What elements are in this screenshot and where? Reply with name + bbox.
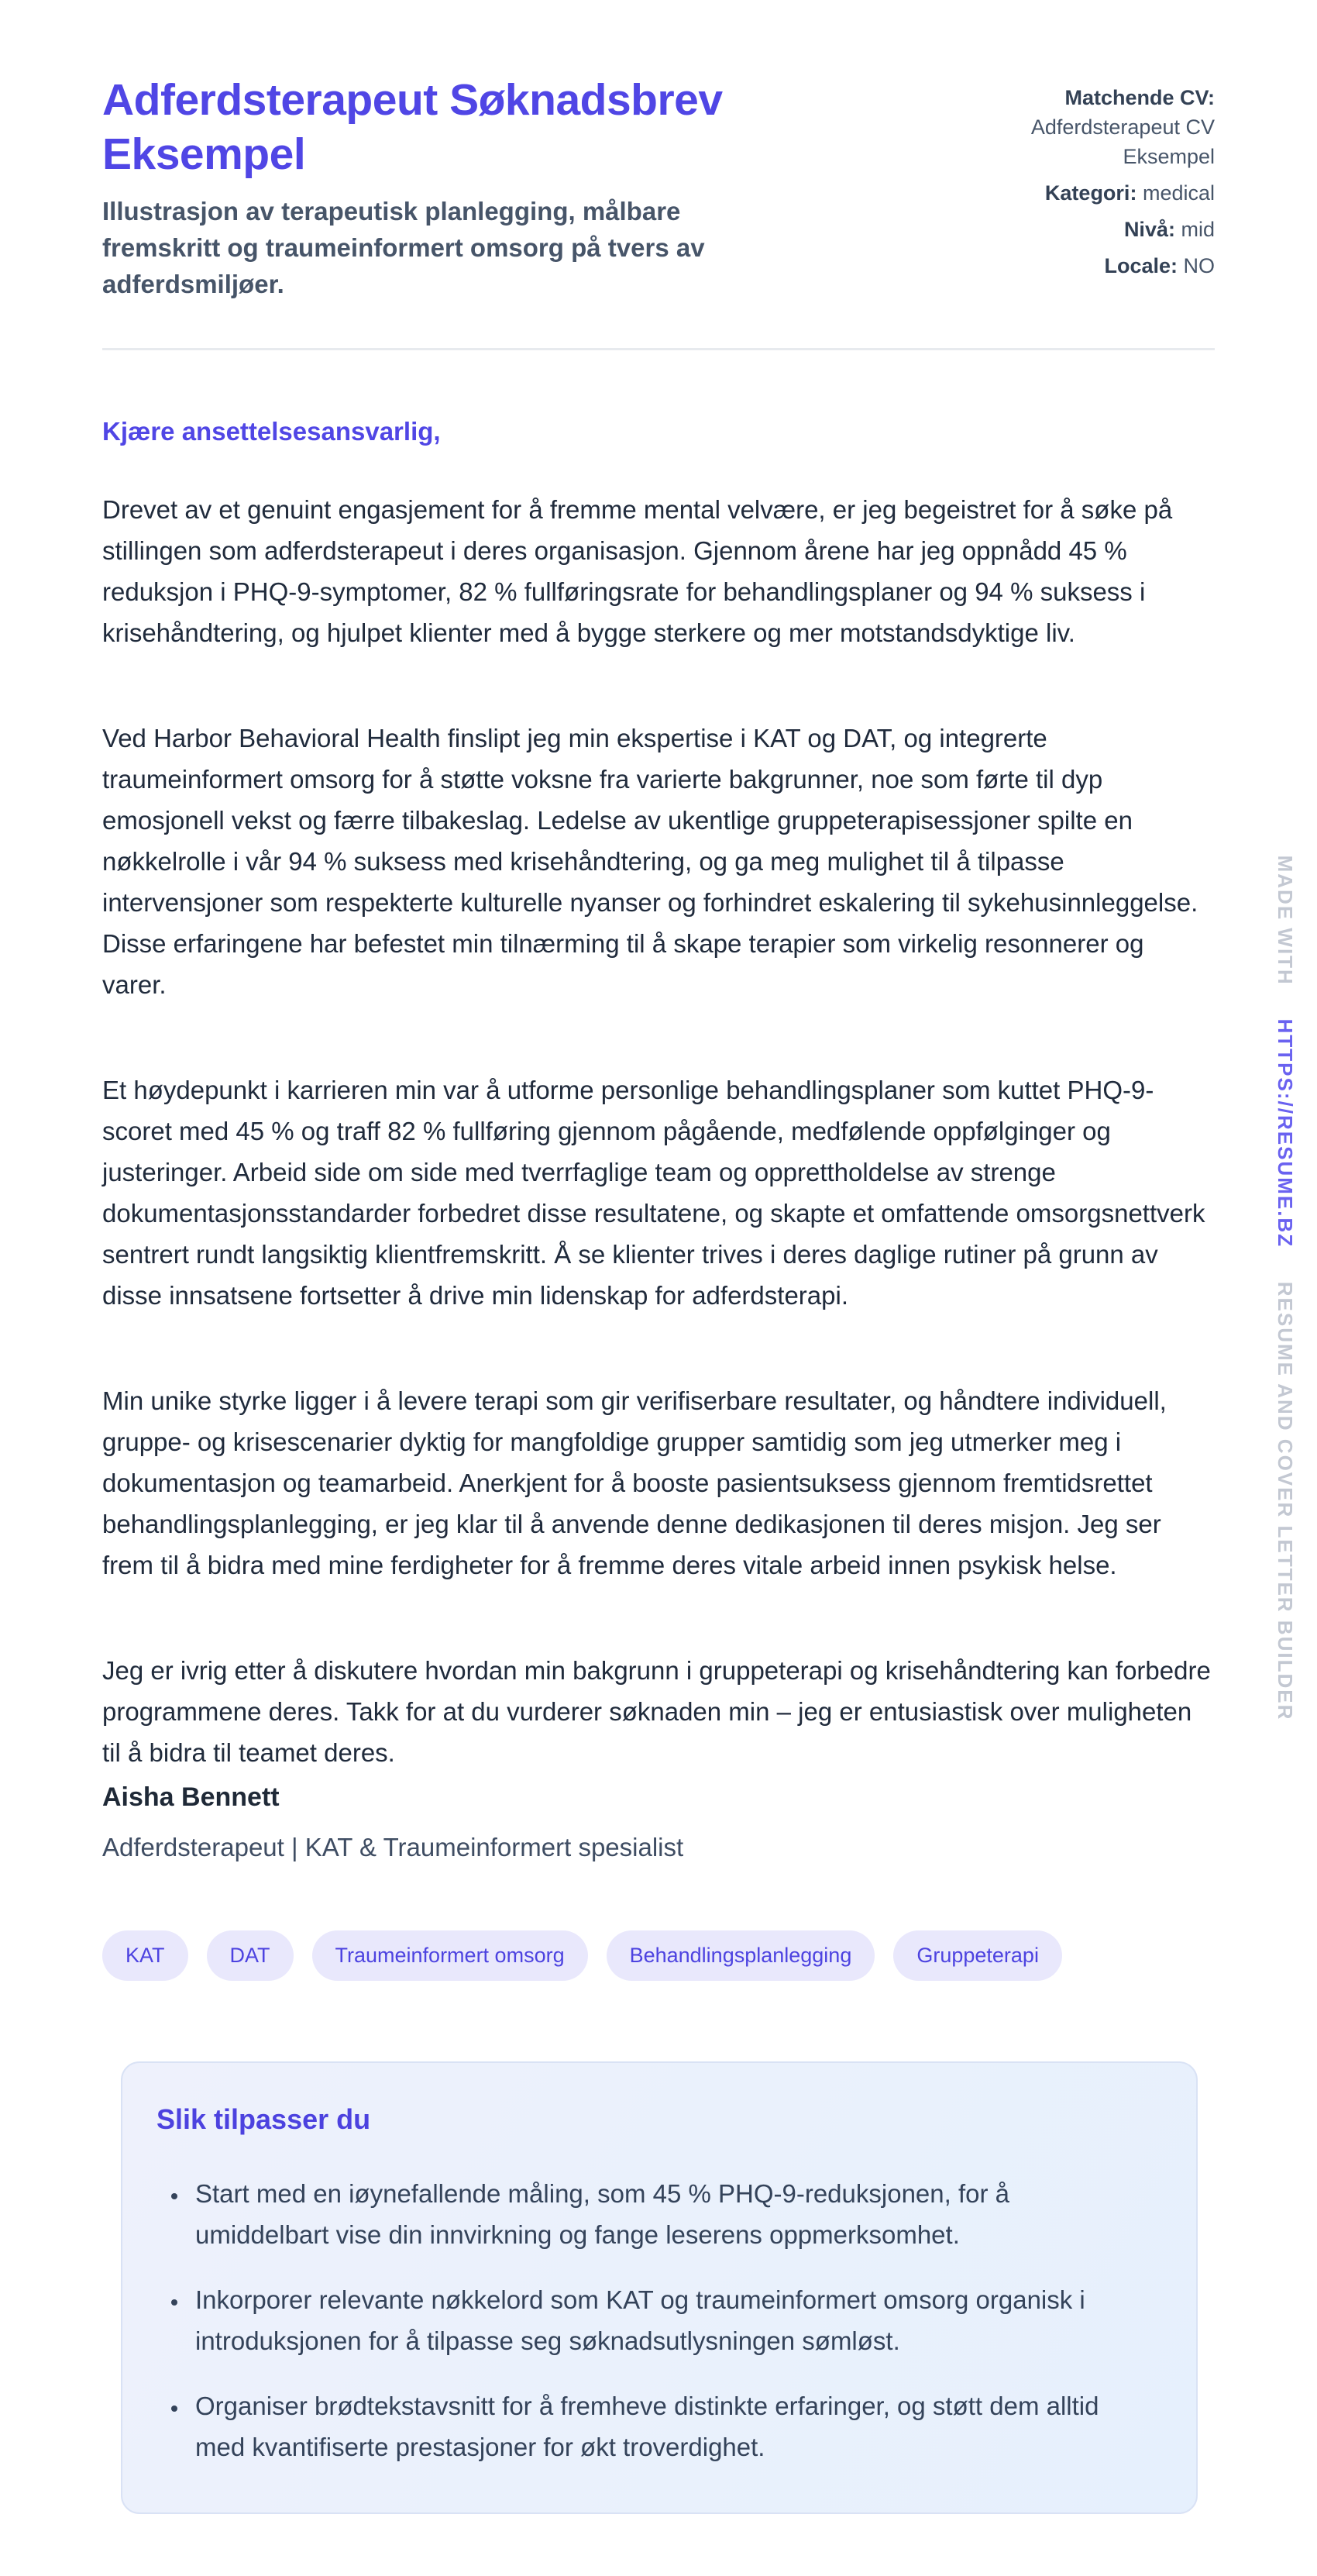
- tips-list: [156, 2173, 1150, 2468]
- tailoring-tips-box: [121, 2061, 1198, 2514]
- metadata-label: Nivå:: [1123, 218, 1175, 241]
- metadata-label: Kategori:: [1044, 181, 1137, 205]
- tip-item: • Organiser brødtekstavsnitt for å fremheve distinkte erfaringer, og støtt dem alltid med kvantifiserte prestasjoner for økt troverdighet.: [189, 2385, 1150, 2468]
- metadata-row: [936, 83, 1215, 171]
- metadata-row: [936, 215, 1215, 244]
- metadata-row: [936, 178, 1215, 208]
- vertical-watermark: [1273, 855, 1297, 1720]
- letter-paragraph: Ved Harbor Behavioral Health finslipt jeg min ekspertise i KAT og DAT, og integrerte traumeinformert omsorg for å støtte voksne fra varierte bakgrunner, noe som førte til dyp emosjonell vekst og færre tilbakeslag. Ledelse av ukentlige gruppeterapisessjoner spilte en nøkkelrolle i vår 94 % suksess med krisehåndtering, og ga meg mulighet til å tilpasse intervensjoner som respekterte kulturelle nyanser og forhindret eskalering til sykehusinnleggelse. Disse erfaringene har befestet min tilnærming til å skape terapier som virkelig resonnerer og varer.: [102, 723, 1198, 999]
- skill-tags: [102, 1930, 1215, 1981]
- letter-content: [102, 417, 1215, 2514]
- page-subtitle: Illustrasjon av terapeutisk planlegging, målbare fremskritt og traumeinformert omsorg på tvers av adferdsmiljøer.: [102, 197, 705, 298]
- signature-name: Aisha Bennett: [102, 1782, 280, 1812]
- letter-paragraph: Jeg er ivrig etter å diskutere hvordan min bakgrunn i gruppeterapi og krisehåndtering kan forbedre programmene deres. Takk for at du vurderer søknaden min – jeg er entusiastisk over muligheten til å bidra til teamet deres.: [102, 1655, 1211, 1767]
- skill-tag: Traumeinformert omsorg: [312, 1930, 588, 1981]
- metadata-value: NO: [1183, 254, 1215, 277]
- header-title-block: [102, 74, 861, 303]
- metadata-label: Matchende CV:: [1064, 86, 1215, 109]
- watermark-tagline: RESUME AND COVER LETTER BUILDER: [1274, 1281, 1297, 1721]
- letter-paragraph: Drevet av et genuint engasjement for å fremme mental velvære, er jeg begeistret for å søke på stillingen som adferdsterapeut i deres organisasjon. Gjennom årene har jeg oppnådd 45 % reduksjon i PHQ-9-symptomer, 82 % fullføringsrate for behandlingsplaner og 94 % suksess i krisehåndtering, og hjulpet klienter med å bygge sterkere og mer motstandsdyktige liv.: [102, 494, 1173, 647]
- page-title: Adferdsterapeut Søknadsbrev Eksempel: [102, 75, 723, 179]
- header-divider: [102, 348, 1215, 350]
- tip-item: • Start med en iøynefallende måling, som 45 % PHQ-9-reduksjonen, for å umiddelbart vise din innvirkning og fange leserens oppmerksomhet.: [189, 2173, 1150, 2255]
- watermark-url-link[interactable]: HTTPS://RESUME.BZ: [1274, 1018, 1297, 1248]
- skill-tag: DAT: [207, 1930, 294, 1981]
- signature-role: Adferdsterapeut | KAT & Traumeinformert spesialist: [102, 1832, 684, 1861]
- skill-tag: Behandlingsplanlegging: [607, 1930, 875, 1981]
- metadata-value: medical: [1142, 181, 1215, 205]
- skill-tag: KAT: [102, 1930, 188, 1981]
- skill-tag: Gruppeterapi: [893, 1930, 1062, 1981]
- signature-block: [102, 1782, 1215, 1862]
- page-header: [102, 74, 1215, 303]
- tips-title: Slik tilpasser du: [156, 2102, 371, 2135]
- metadata-value: Adferdsterapeut CV Eksempel: [1030, 115, 1215, 168]
- letter-paragraph: Min unike styrke ligger i å levere terapi som gir verifiserbare resultater, og håndtere individuell, gruppe- og krisescenarier dyktig for mangfoldige grupper samtidig som jeg utmerker meg i dokumentasjon og teamarbeid. Anerkjent for å booste pasientsuksess gjennom fremtidsrettet behandlingsplanlegging, er jeg klar til å anvende denne dedikasjonen til deres misjon. Jeg ser frem til å bidra med mine ferdigheter for å fremme deres vitale arbeid innen psykisk helse.: [102, 1386, 1167, 1579]
- metadata-row: [936, 251, 1215, 281]
- letter-greeting: Kjære ansettelsesansvarlig,: [102, 416, 441, 446]
- metadata-panel: [936, 74, 1215, 288]
- watermark-made-with: MADE WITH: [1274, 855, 1297, 986]
- letter-paragraph: Et høydepunkt i karrieren min var å utforme personlige behandlingsplaner som kuttet PHQ-9-scoret med 45 % og traff 82 % fullføring gjennom pågående, medfølende oppfølginger og justeringer. Arbeid side om side med tverrfaglige team og opprettholdelse av strenge dokumentasjonsstandarder forbedret disse resultatene, og skapte et omfattende omsorgsnettverk sentrert rundt langsiktig klientfremskritt. Å se klienter trives i deres daglige rutiner på grunn av disse innsatsene fortsetter å drive min lidenskap for adferdsterapi.: [102, 1075, 1205, 1310]
- letter-body: [102, 489, 1215, 1773]
- tip-item: • Inkorporer relevante nøkkelord som KAT og traumeinformert omsorg organisk i introduksjonen for å tilpasse seg søknadsutlysningen sømløst.: [189, 2279, 1150, 2361]
- metadata-label: Locale:: [1104, 254, 1178, 277]
- metadata-value: mid: [1181, 218, 1215, 241]
